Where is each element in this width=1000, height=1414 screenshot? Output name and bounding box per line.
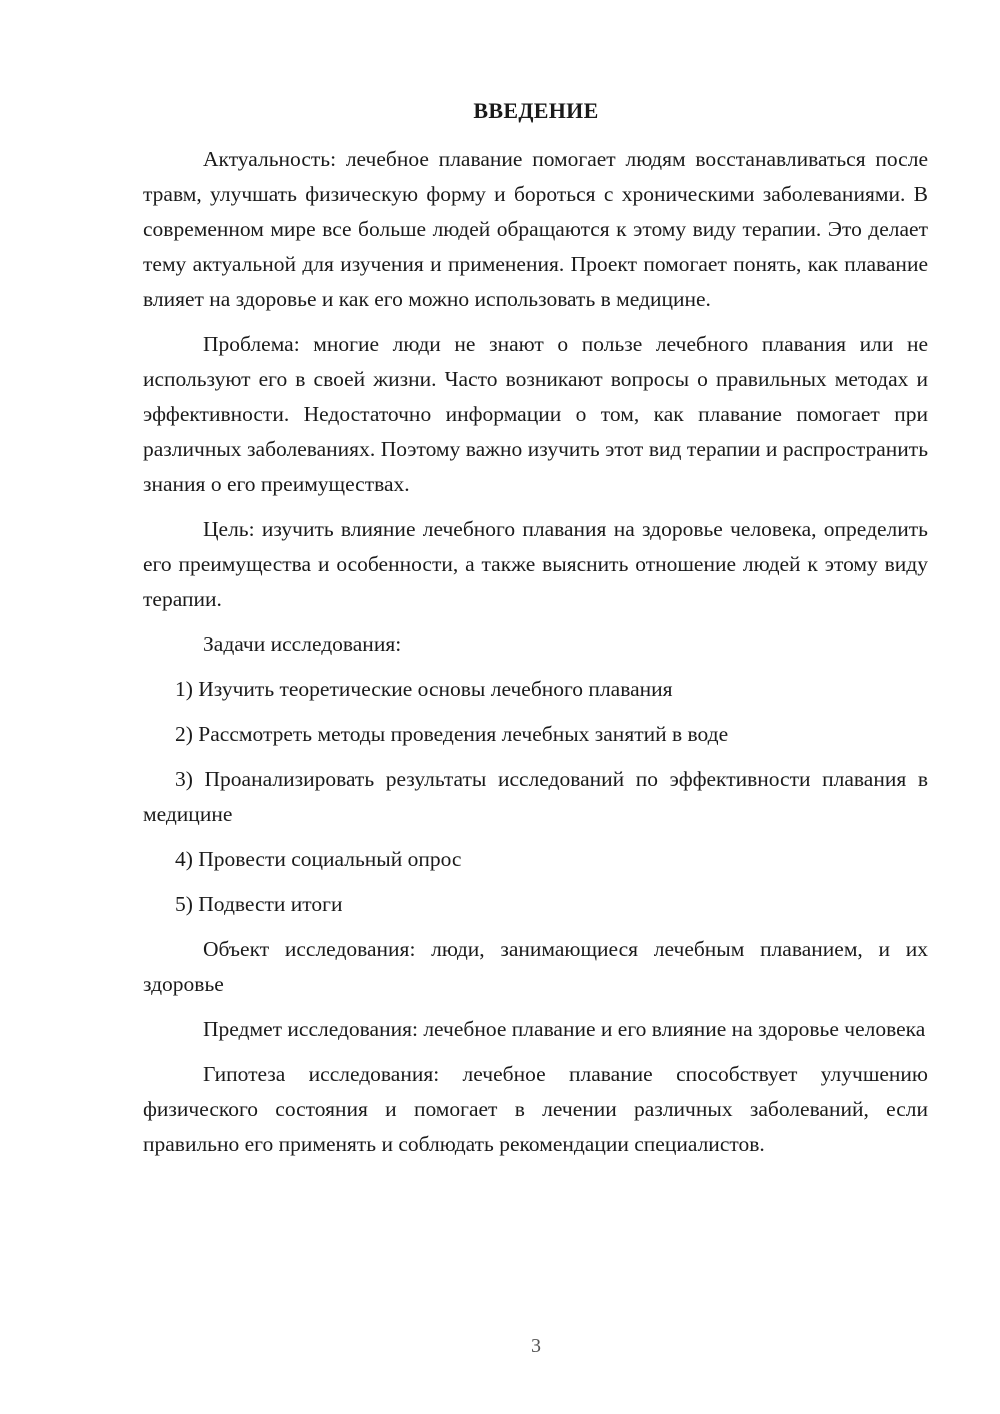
paragraph-problem: Проблема: многие люди не знают о пользе лечебного плавания или не используют его в своей жизни. Часто возникают вопросы о правильных методах и эффективности. Недостаточно информации о том, как плавание помогает при различных заболеваниях. Поэтому важно изучить этот вид терапии и распространить знания о его преимуществах.: [143, 332, 928, 496]
paragraph-object: Объект исследования: люди, занимающиеся лечебным плаванием, и их здоровье: [143, 937, 928, 996]
task-item-4: 4) Провести социальный опрос: [175, 847, 462, 871]
paragraph-hypothesis: Гипотеза исследования: лечебное плавание способствует улучшению физического состояния и помогает в лечении различных заболеваний, если правильно его применять и соблюдать рекомендации специалистов.: [143, 1062, 928, 1156]
paragraph-tasks-intro: Задачи исследования:: [203, 632, 402, 656]
task-item-2: 2) Рассмотреть методы проведения лечебных занятий в воде: [175, 722, 729, 746]
page-title: ВВЕДЕНИЕ: [473, 98, 599, 123]
task-item-1: 1) Изучить теоретические основы лечебного плавания: [175, 677, 673, 701]
paragraph-relevance: Актуальность: лечебное плавание помогает людям восстанавливаться после травм, улучшать физическую форму и бороться с хроническими заболеваниями. В современном мире все больше людей обращаются к этому виду терапии. Это делает тему актуальной для изучения и применения. Проект помогает понять, как плавание влияет на здоровье и как его можно использовать в медицине.: [143, 147, 928, 311]
task-item-5: 5) Подвести итоги: [175, 892, 343, 916]
document-body: [143, 142, 928, 1172]
paragraph-subject: Предмет исследования: лечебное плавание и его влияние на здоровье человека: [203, 1017, 926, 1041]
task-item-3: 3) Проанализировать результаты исследований по эффективности плавания в медицине: [143, 767, 928, 826]
page-number: 3: [531, 1335, 541, 1357]
paragraph-goal: Цель: изучить влияние лечебного плавания на здоровье человека, определить его преимущества и особенности, а также выяснить отношение людей к этому виду терапии.: [143, 517, 928, 611]
